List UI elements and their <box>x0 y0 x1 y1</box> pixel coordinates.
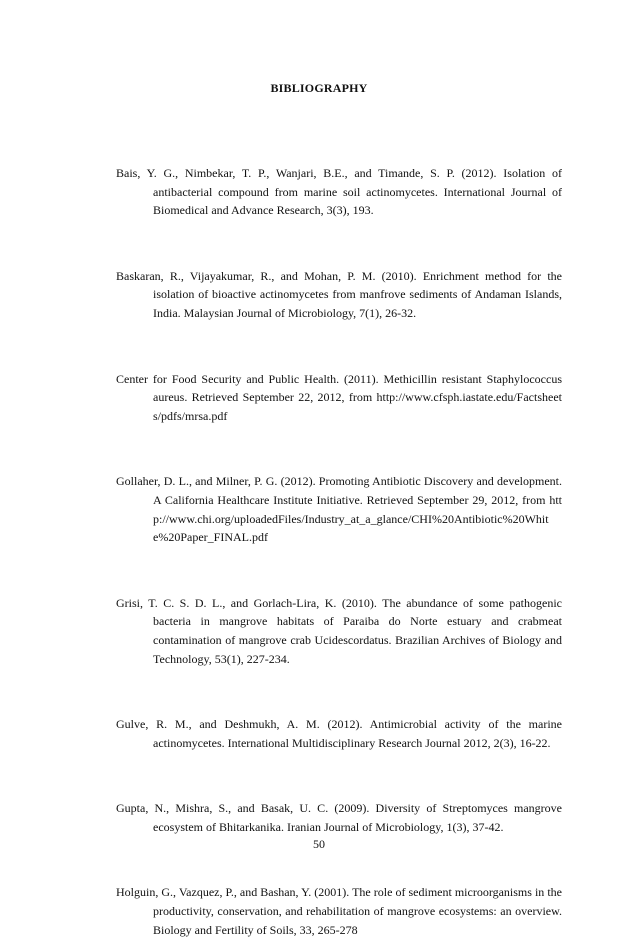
page-number: 50 <box>313 837 325 851</box>
bibliography-entry-holguin <box>116 883 562 939</box>
bibliography-list <box>116 164 562 939</box>
bibliography-entry-grisi <box>116 594 562 668</box>
entry-text: Baskaran, R., Vijayakumar, R., and Mohan, P. M. (2010). Enrichment method for the isolation of bioactive actinomycetes from manfrove sediments of Andaman Islands, India. Malaysian Journal of Microbiology, 7(1), 26-32. <box>116 268 562 320</box>
bibliography-entry-gupta <box>116 799 562 836</box>
entry-text: Center for Food Security and Public Health. (2011). Methicillin resistant Staphylococcus aureus. Retrieved September 22, 2012, from <box>116 371 562 405</box>
bibliography-entry-bais <box>116 164 562 220</box>
entry-text: Gupta, N., Mishra, S., and Basak, U. C. (2009). Diversity of Streptomyces mangrove ecosystem of Bhitarkanika. Iranian Journal of Microbiology, 1(3), 37-42. <box>116 801 562 834</box>
entry-url: http://www.cfsph.iastate.edu/Factsheets/pdfs/mrsa.pdf <box>153 390 562 423</box>
bibliography-entry-cfsph <box>116 370 562 426</box>
bibliography-entry-baskaran <box>116 267 562 323</box>
entry-text: Grisi, T. C. S. D. L., and Gorlach-Lira, K. (2010). The abundance of some pathogenic bacteria in mangrove habitats of Paraiba do Norte estuary and crabmeat contamination of mangrove crab Ucidescordatus. Brazilian Archives of Biology and Technology, 53(1), 227-234. <box>116 595 562 666</box>
bibliography-entry-gulve <box>116 715 562 752</box>
page-title: BIBLIOGRAPHY <box>270 81 368 95</box>
entry-text: Gollaher, D. L., and Milner, P. G. (2012). Promoting Antibiotic Discovery and development. A California Healthcare Institute Initiative. Retrieved September 29, 2012, from <box>116 474 562 507</box>
entry-text: Holguin, G., Vazquez, P., and Bashan, Y. (2001). The role of sediment microorganisms in the productivity, conservation, and rehabilitation of mangrove ecosystems: an overview. Biology and Fertility of Soils, 33, 265-278 <box>116 885 562 937</box>
bibliography-entry-gollaher <box>116 472 562 546</box>
entry-url: http://www.chi.org/uploadedFiles/Industry_at_a_glance/CHI%20Antibiotic%20White%20Paper_FINAL.pdf <box>153 492 563 545</box>
entry-text: Bais, Y. G., Nimbekar, T. P., Wanjari, B.E., and Timande, S. P. (2012). Isolation of antibacterial compound from marine soil actinomycetes. International Journal of Biomedical and Advance Research, 3(3), 193. <box>116 166 562 218</box>
entry-text: Gulve, R. M., and Deshmukh, A. M. (2012). Antimicrobial activity of the marine actinomycetes. International Multidisciplinary Research Journal 2012, 2(3), 16-22. <box>116 717 562 750</box>
